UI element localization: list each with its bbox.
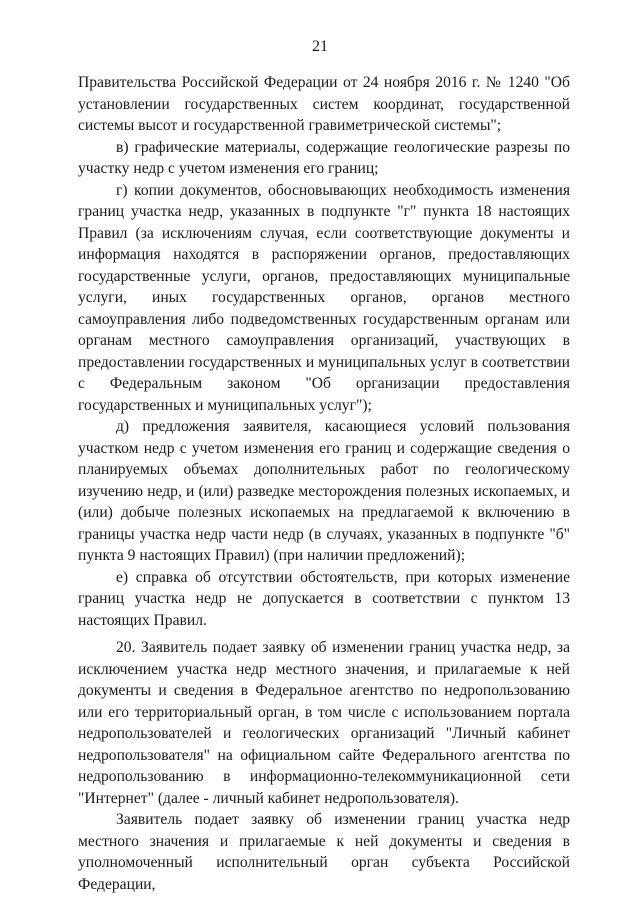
paragraph-government-decree-reference: Правительства Российской Федерации от 24 ноября 2016 г. № 1240 "Об установлении государственных систем координат, государственной системы высот и государственной гравиметрической системы"; [78,74,570,134]
paragraph-item-v: в) графические материалы, содержащие геологические разрезы по участку недр с учетом изменения его границ; [78,138,570,177]
document-body [78,72,570,895]
page-number: 21 [312,38,328,55]
paragraph-item-d: д) предложения заявителя, касающиеся условий пользования участком недр с учетом изменения его границ и содержащие сведения о планируемых объемах дополнительных работ по геологическому изучению недр, и (или) разведке месторождения полезных ископаемых, и (или) добыче полезных ископаемых на предлагаемой к включению в границы участка недр части недр (в случаях, указанных в подпункте "б" пункта 9 настоящих Правил) (при наличии предложений); [78,418,570,564]
paragraph-item-e: е) справка об отсутствии обстоятельств, при которых изменение границ участка недр не допускается в соответствии с пунктом 13 настоящих Правил. [78,568,570,629]
paragraph-item-g: г) копии документов, обосновывающих необходимость изменения границ участка недр, указанных в подпункте "г" пункта 18 настоящих Правил (за исключениям случая, если соответствующие документы и информация находятся в распоряжении органов, предоставляющих государственные услуги, органов, предоставляющих муниципальные услуги, иных государственных органов, органов местного самоуправления либо подведомственных государственным органам или органам местного самоуправления организаций, участвующих в предоставлении государственных и муниципальных услуг в соответствии с Федеральным законом "Об организации предоставления государственных и муниципальных услуг"); [78,181,570,414]
paragraph-clause-20: 20. Заявитель подает заявку об изменении границ участка недр, за исключением участка недр местного значения, и прилагаемые к ней документы и сведения в Федеральное агентство по недропользованию или его территориальный орган, в том числе с использованием портала недропользователей и геологических организаций "Личный кабинет недропользователя" на официальном сайте Федерального агентства по недропользованию в информационно-телекоммуникационной сети "Интернет" (далее - личный кабинет недропользователя). [78,639,570,807]
paragraph-local-significance: Заявитель подает заявку об изменении границ участка недр местного значения и прилагаемые к ней документы и сведения в уполномоченный исполнительный орган субъекта Российской Федерации, [78,811,570,893]
